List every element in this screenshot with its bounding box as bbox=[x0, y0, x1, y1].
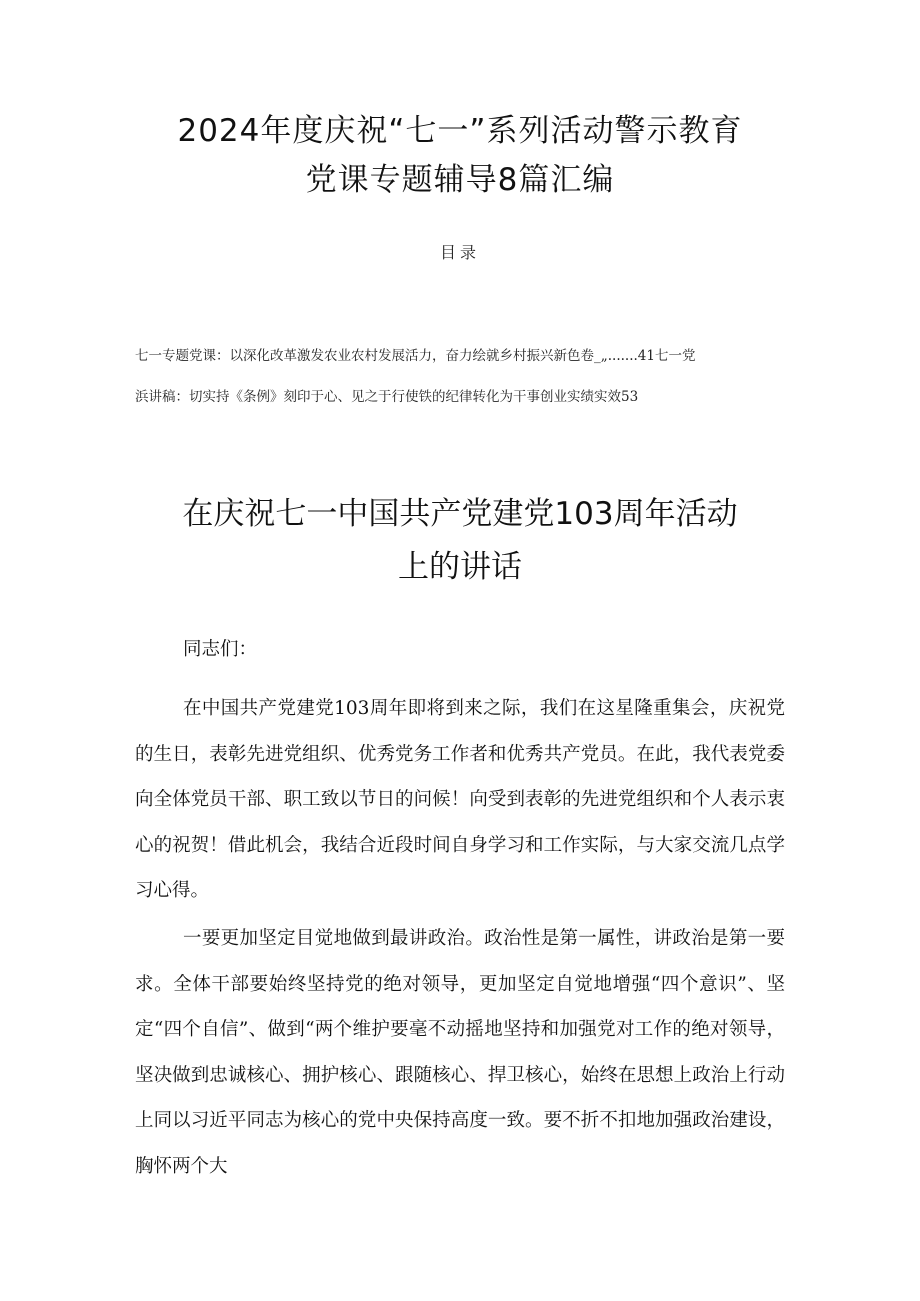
document-title-line-1: 2024年度庆祝“七一”系列活动警示教育 bbox=[177, 113, 743, 149]
speech-title-line-1: 在庆祝七一中国共产党建党103周年活动 bbox=[182, 496, 738, 532]
toc-entry[interactable]: 七一专题党课：以深化改革激发农业农村发展活力，奋力绘就乡村振兴新色卷_„.......41七一党 bbox=[135, 348, 696, 364]
document-title-line-2: 党课专题辅导8篇汇编 bbox=[305, 162, 615, 198]
speech-title-line-2: 上的讲话 bbox=[398, 549, 522, 585]
body-paragraph: 在中国共产党建党103周年即将到来之际，我们在这星隆重集会，庆祝党的生日，表彰先进党组织、优秀党务工作者和优秀共产党员。在此，我代表党委向全体党员干部、职工致以节日的问候！向受到表彰的先进党组织和个人表示衷心的祝贺！借此机会，我结合近段时间自身学习和工作实际，与大家交流几点学习心得。 bbox=[135, 698, 785, 901]
toc-heading: 目录 bbox=[439, 243, 480, 262]
body-paragraph: 一要更加坚定目觉地做到最讲政治。政治性是第一属性，讲政治是第一要求。全体干部要始终坚持党的绝对领导，更加坚定自觉地增强“四个意识”、坚定“四个自信”、做到“两个维护要毫不动摇地坚持和加强党对工作的绝对领导，坚决做到忠诚核心、拥护核心、跟随核心、捍卫核心，始终在思想上政治上行动上同以习近平同志为核心的党中央保持高度一致。要不折不扣地加强政治建设，胸怀两个大 bbox=[135, 928, 785, 1177]
salutation: 同志们： bbox=[183, 639, 258, 660]
toc-entry[interactable]: 浜讲稿：切实持《条例》刻印于心、见之于行使铁的纪律转化为干事创业实绩实效53 bbox=[135, 389, 639, 405]
